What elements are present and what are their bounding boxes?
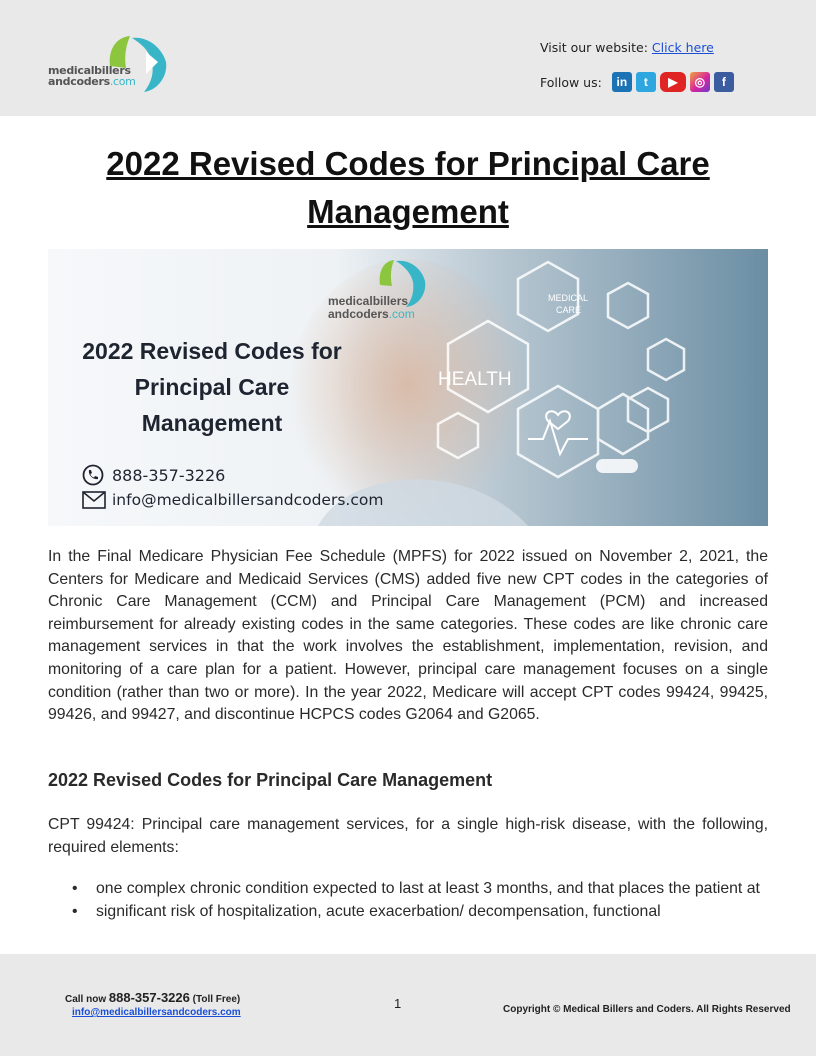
youtube-icon[interactable]: ▶: [660, 72, 686, 92]
intro-paragraph: In the Final Medicare Physician Fee Schedule (MPFS) for 2022 issued on November 2, 2021, the Centers for Medicare and Medicaid Services (CMS) added five new CPT codes in the categories of Chronic Care Management (CCM) and Principal Care Management (PCM) and increased reimbursement for already existing codes in the same categories. These codes are like chronic care management services in that the work involves the establishment, implementation, revision, and monitoring of a care plan for a patient. However, principal care management focuses on a single condition (rather than two or more). In the year 2022, Medicare will accept CPT codes 99424, 99425, 99426, and 99427, and discontinue HCPCS codes G2064 and G2065.: [48, 548, 768, 724]
phone-icon: [82, 464, 104, 486]
banner-heading: 2022 Revised Codes for Principal Care Management: [82, 338, 342, 436]
footer-phone: 888-357-3226: [108, 990, 190, 1005]
svg-text:HEALTH: HEALTH: [438, 369, 512, 390]
follow-label: Follow us:: [540, 74, 602, 90]
copyright: Copyright © Medical Billers and Coders. All Rights Reserved: [503, 1004, 791, 1015]
svg-text:MEDICAL: MEDICAL: [548, 293, 589, 303]
page-number: 1: [394, 996, 402, 1011]
page-title: 2022 Revised Codes for Principal Care Management: [106, 145, 710, 230]
logo-line2: andcoders: [48, 75, 110, 88]
banner-email: [82, 491, 383, 509]
banner-phone-text: 888-357-3226: [112, 465, 226, 485]
facebook-icon[interactable]: f: [714, 72, 734, 92]
banner-logo-text: [328, 295, 415, 321]
banner-image: [48, 249, 768, 526]
instagram-icon[interactable]: ◎: [690, 72, 710, 92]
banner-logo-suffix: .com: [388, 307, 415, 321]
page-footer: [0, 954, 816, 1056]
page-header: [0, 0, 816, 116]
website-link[interactable]: Click here: [651, 40, 714, 55]
banner-phone: [82, 464, 225, 486]
logo-text: [48, 65, 136, 87]
visit-label: Visit our website:: [540, 40, 648, 55]
footer-call-prefix: Call now: [65, 994, 107, 1005]
svg-text:CARE: CARE: [556, 305, 582, 315]
banner-logo-line2: andcoders: [328, 307, 389, 321]
footer-email-link[interactable]: info@medicalbillersandcoders.com: [72, 1007, 241, 1018]
banner-logo-line1: medicalbillers: [328, 294, 409, 308]
list-item: • significant risk of hospitalization, acute exacerbation/ decompensation, functional: [48, 901, 768, 923]
list-item: • one complex chronic condition expected to last at least 3 months, and that places the patient at: [48, 878, 768, 901]
linkedin-icon[interactable]: in: [612, 72, 632, 92]
cpt-paragraph: CPT 99424: Principal care management services, for a single high-risk disease, with the following, required elements:: [48, 816, 768, 856]
footer-call: [65, 990, 240, 1005]
visit-website: [540, 40, 714, 55]
banner-email-text: info@medicalbillersandcoders.com: [112, 491, 384, 509]
footer-toll-free: (Toll Free): [192, 994, 241, 1005]
follow-us: [540, 72, 734, 92]
logo-line1: medicalbillers: [48, 64, 131, 77]
logo-suffix: .com: [109, 75, 136, 88]
twitter-icon[interactable]: t: [636, 72, 656, 92]
envelope-icon: [82, 491, 106, 509]
section-heading: 2022 Revised Codes for Principal Care Management: [48, 770, 493, 790]
company-logo[interactable]: [48, 32, 173, 97]
requirements-list: [48, 878, 768, 923]
